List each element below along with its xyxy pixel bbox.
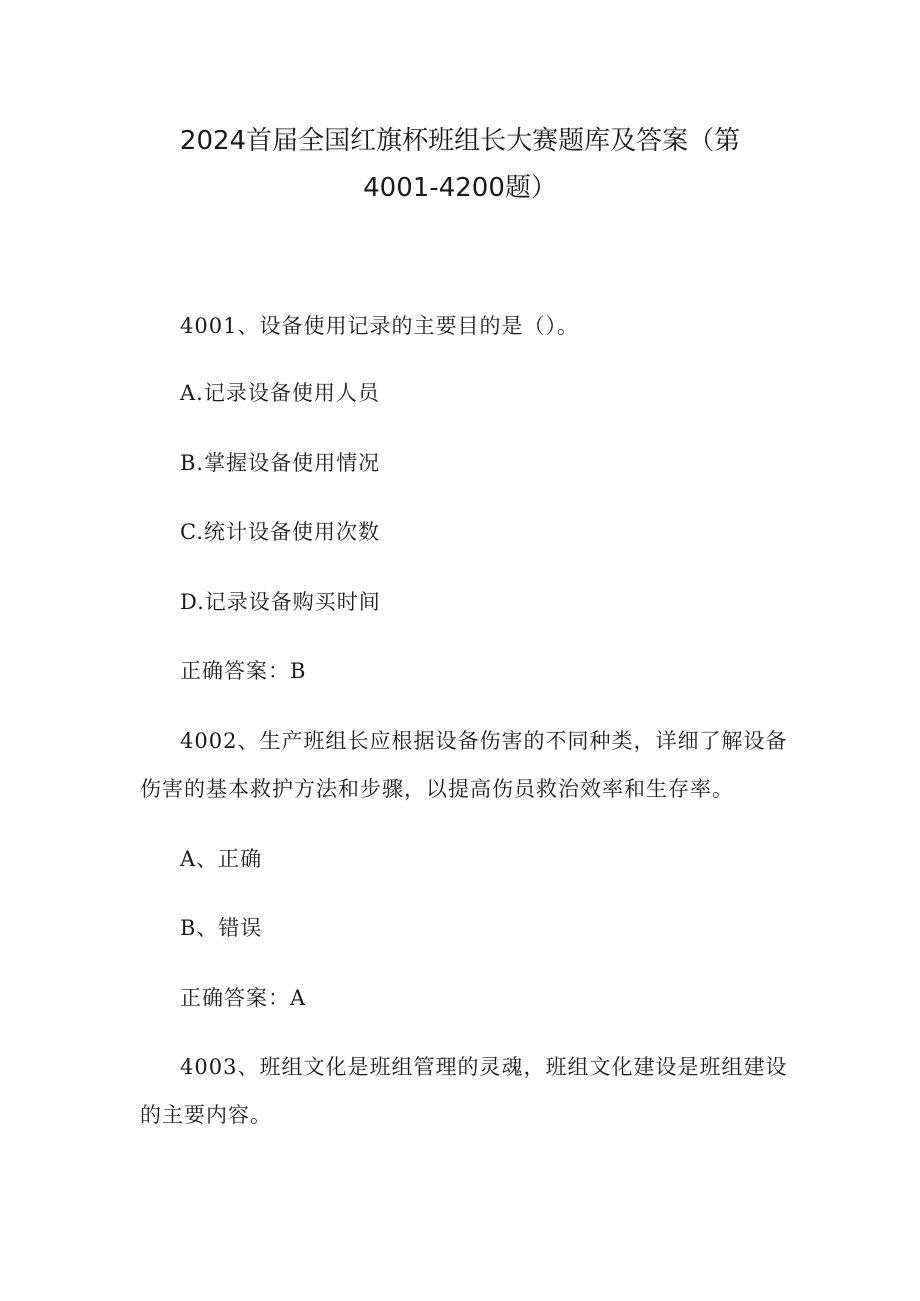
question-4002-option-b: B、错误 [180, 916, 263, 940]
question-4001-option-a: A.记录设备使用人员 [180, 381, 380, 405]
question-4002-stem-line-1: 4002、生产班组长应根据设备伤害的不同种类，详细了解设备 [180, 729, 788, 753]
document-title-line-2: 4001-4200题） [363, 173, 557, 203]
question-4001-option-d: D.记录设备购买时间 [180, 590, 381, 614]
document-title-line-1: 2024首届全国红旗杯班组长大赛题库及答案（第 [179, 126, 741, 156]
question-4002-option-a: A、正确 [180, 847, 263, 871]
question-4001-option-b: B.掌握设备使用情况 [180, 451, 381, 475]
question-4002-answer: 正确答案：A [180, 986, 307, 1010]
question-4003-stem-line-2: 的主要内容。 [140, 1103, 272, 1127]
question-4002-stem-line-2: 伤害的基本救护方法和步骤，以提高伤员救治效率和生存率。 [140, 777, 734, 801]
question-4001-option-c: C.统计设备使用次数 [180, 520, 380, 544]
question-4001-stem: 4001、设备使用记录的主要目的是（）。 [180, 314, 579, 338]
question-4001-answer: 正确答案：B [180, 659, 307, 683]
question-4003-stem-line-1: 4003、班组文化是班组管理的灵魂，班组文化建设是班组建设 [180, 1055, 788, 1079]
